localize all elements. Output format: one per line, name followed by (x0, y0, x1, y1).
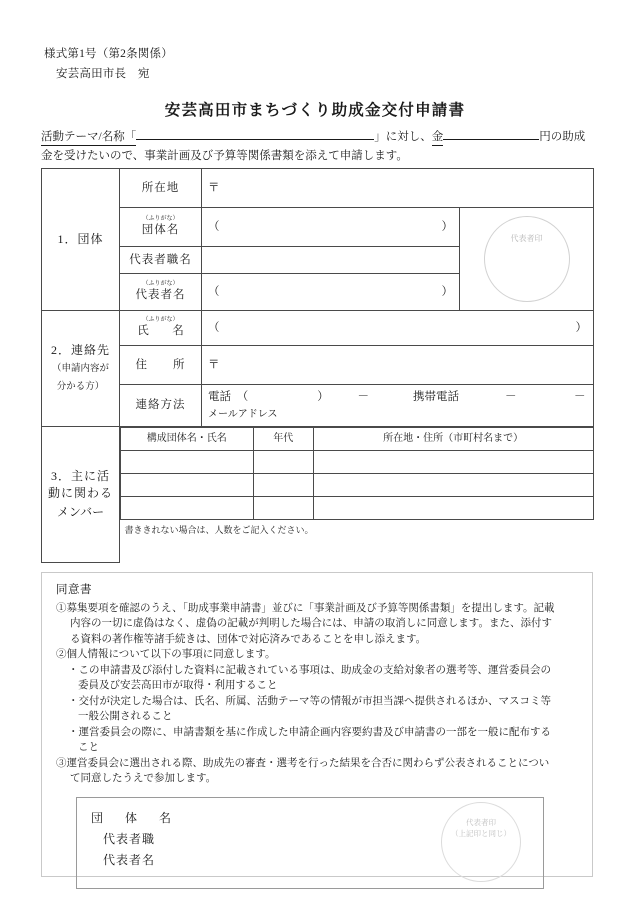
stamp-cell-group (460, 208, 594, 311)
section-label-members-line2: メンバー (56, 505, 105, 520)
table-row-group-name (42, 208, 594, 247)
mobile-label[interactable]: 携帯電話 － － (413, 391, 586, 403)
intro-line-2: 金を受けたいので、事業計画及び予算等関係書類を添えて申請します。 (41, 150, 408, 162)
table-row-contact-name (42, 311, 594, 346)
field-label-address: 所在地 (120, 169, 202, 208)
input-contact-address[interactable] (202, 346, 594, 385)
seal-label: 代表者印 (510, 234, 543, 243)
form-header (44, 44, 173, 84)
seal-circle-icon-signature (441, 802, 521, 882)
input-rep-name[interactable] (202, 274, 460, 311)
consent-item-3 (56, 756, 578, 787)
members-table (120, 427, 594, 562)
table-row-contact-address (42, 346, 594, 385)
field-label-rep-title: 代表者職名 (120, 247, 202, 274)
members-row (121, 497, 594, 520)
signature-rep-title-label[interactable]: 代表者職 (103, 831, 156, 846)
consent-item-3-b: て同意したうえで参加します。 (70, 773, 217, 784)
section-label-members (42, 427, 120, 563)
field-label-org-name-text: 団体名 (141, 223, 180, 236)
cell-member-name[interactable] (121, 497, 254, 520)
section-label-contact-text: 2．連絡先 (50, 343, 110, 357)
field-label-contact-name-text: 氏 名 (137, 324, 190, 337)
theme-input-blank[interactable] (136, 139, 374, 140)
consent-bullet-2-b: 一般公開されること (78, 711, 173, 722)
cell-member-address[interactable] (313, 497, 593, 520)
cell-member-age[interactable] (253, 497, 313, 520)
consent-bullet-1-b: 委員及び安芸高田市が取得・利用すること (78, 680, 278, 691)
consent-bullet-1-a: ・この申請書及び添付した資料に記載されている事項は、助成金の支給対象者の選考等、運営委員会の (68, 664, 551, 676)
paren-open: （ (208, 285, 220, 298)
column-header-address: 所在地・住所（市町村名まで） (313, 428, 593, 451)
members-row (121, 451, 594, 474)
paren-close: ） (441, 285, 453, 298)
phone-line (208, 388, 587, 406)
cell-member-name[interactable] (121, 451, 254, 474)
consent-item-1-b: 内容の一切に虚偽はなく、虚偽の記載が判明した場合には、申請の取消しに同意します。また、添付す (70, 618, 552, 629)
cell-member-address[interactable] (313, 451, 593, 474)
paren-close: ） (575, 321, 587, 334)
furigana-label: （ふりがな） (142, 316, 179, 323)
field-label-rep-name (120, 274, 202, 311)
field-label-contact-name (120, 311, 202, 346)
intro-unit: 円の助成 (539, 131, 586, 143)
consent-bullet-3 (56, 725, 578, 756)
seal-circle-icon (484, 216, 570, 302)
consent-bullet-2-a: ・交付が決定した場合は、氏名、所属、活動テーマ等の情報が市担当課へ提供されるほか、マスコミ等 (68, 695, 551, 707)
members-row (121, 474, 594, 497)
furigana-label: （ふりがな） (142, 280, 179, 287)
cell-member-address[interactable] (313, 474, 593, 497)
consent-bullet-3-a: ・運営委員会の際に、申請書類を基に作成した申請企画内容要約書及び申請書の一部を一般に配布する (68, 726, 551, 738)
field-label-contact-address: 住 所 (120, 346, 202, 385)
field-label-contact-method: 連絡方法 (120, 385, 202, 427)
page-title: 安芸高田市まちづくり助成金交付申請書 (164, 102, 466, 119)
intro-after-theme: 」に対し、 (374, 131, 432, 143)
section-sub-2: 分かる方） (56, 382, 105, 392)
signature-org-label[interactable]: 団 体 名 (91, 810, 177, 825)
seal-label-line1: 代表者印 (466, 817, 496, 827)
form-number: 様式第1号（第2条関係） (44, 48, 173, 60)
intro-theme-label: 活動テーマ/名称「 (41, 129, 136, 146)
members-note-row (121, 520, 594, 563)
intro-line-1 (41, 128, 593, 147)
cell-member-name[interactable] (121, 474, 254, 497)
consent-box (41, 572, 593, 877)
consent-item-1-c: る資料の著作権等諸手続きは、団体で対応済みであることを申し添えます。 (70, 633, 427, 645)
consent-bullet-2 (56, 694, 578, 725)
cell-member-age[interactable] (253, 451, 313, 474)
signature-rep-name-label[interactable]: 代表者名 (103, 852, 156, 867)
consent-item-2: ②個人情報について以下の事項に同意します。 (56, 649, 276, 660)
addressee: 安芸高田市長 宛 (56, 68, 150, 80)
consent-item-1-a: ①募集要項を確認のうえ、「助成事業申請書」並びに「事業計画及び予算等関係書類」を提出します。記載 (56, 602, 555, 614)
postal-mark-icon: 〒 (208, 358, 220, 371)
members-subtable-cell (120, 427, 594, 563)
column-header-name: 構成団体名・氏名 (121, 428, 254, 451)
input-org-name[interactable] (202, 208, 460, 247)
email-label[interactable]: メールアドレス (208, 409, 278, 420)
members-header-row (121, 428, 594, 451)
table-row-contact-method (42, 385, 594, 427)
amount-input-blank[interactable] (443, 139, 539, 140)
section-sub-1: （申請内容が (51, 364, 109, 374)
consent-item-1 (56, 601, 578, 648)
telephone-label[interactable]: 電話 （ ） － (208, 391, 369, 403)
input-group-address[interactable] (202, 169, 594, 208)
postal-mark-icon: 〒 (208, 181, 220, 194)
cell-member-age[interactable] (253, 474, 313, 497)
section-label-members-line1: 3．主に活動に関わる (48, 469, 114, 501)
section-label-contact (42, 311, 120, 427)
section-label-group: 1．団体 (42, 169, 120, 311)
members-note: 書ききれない場合は、人数をご記入ください。 (121, 520, 594, 563)
table-row-group-address (42, 169, 594, 208)
input-contact-name[interactable] (202, 311, 594, 346)
intro-paragraph (41, 128, 593, 166)
field-label-rep-name-text: 代表者名 (135, 288, 186, 301)
consent-bullet-3-b: こと (78, 742, 99, 753)
field-label-org-name (120, 208, 202, 247)
input-rep-title[interactable] (202, 247, 460, 274)
application-table (41, 168, 594, 563)
paren-close: ） (441, 220, 453, 233)
consent-bullet-1 (56, 663, 578, 694)
consent-item-3-a: ③運営委員会に選出される際、助成先の審査・選考を行った結果を合否に関わらず公表されることについ (56, 757, 550, 769)
paren-open: （ (208, 321, 220, 334)
seal-label-line2: （上記印と同じ） (451, 828, 511, 838)
furigana-label: （ふりがな） (142, 215, 179, 222)
signature-box (76, 797, 544, 889)
column-header-age: 年代 (253, 428, 313, 451)
input-contact-method[interactable] (202, 385, 594, 427)
paren-open: （ (208, 220, 220, 233)
intro-money-label: 金 (432, 129, 444, 146)
table-row-members (42, 427, 594, 563)
consent-title: 同意書 (56, 584, 92, 596)
